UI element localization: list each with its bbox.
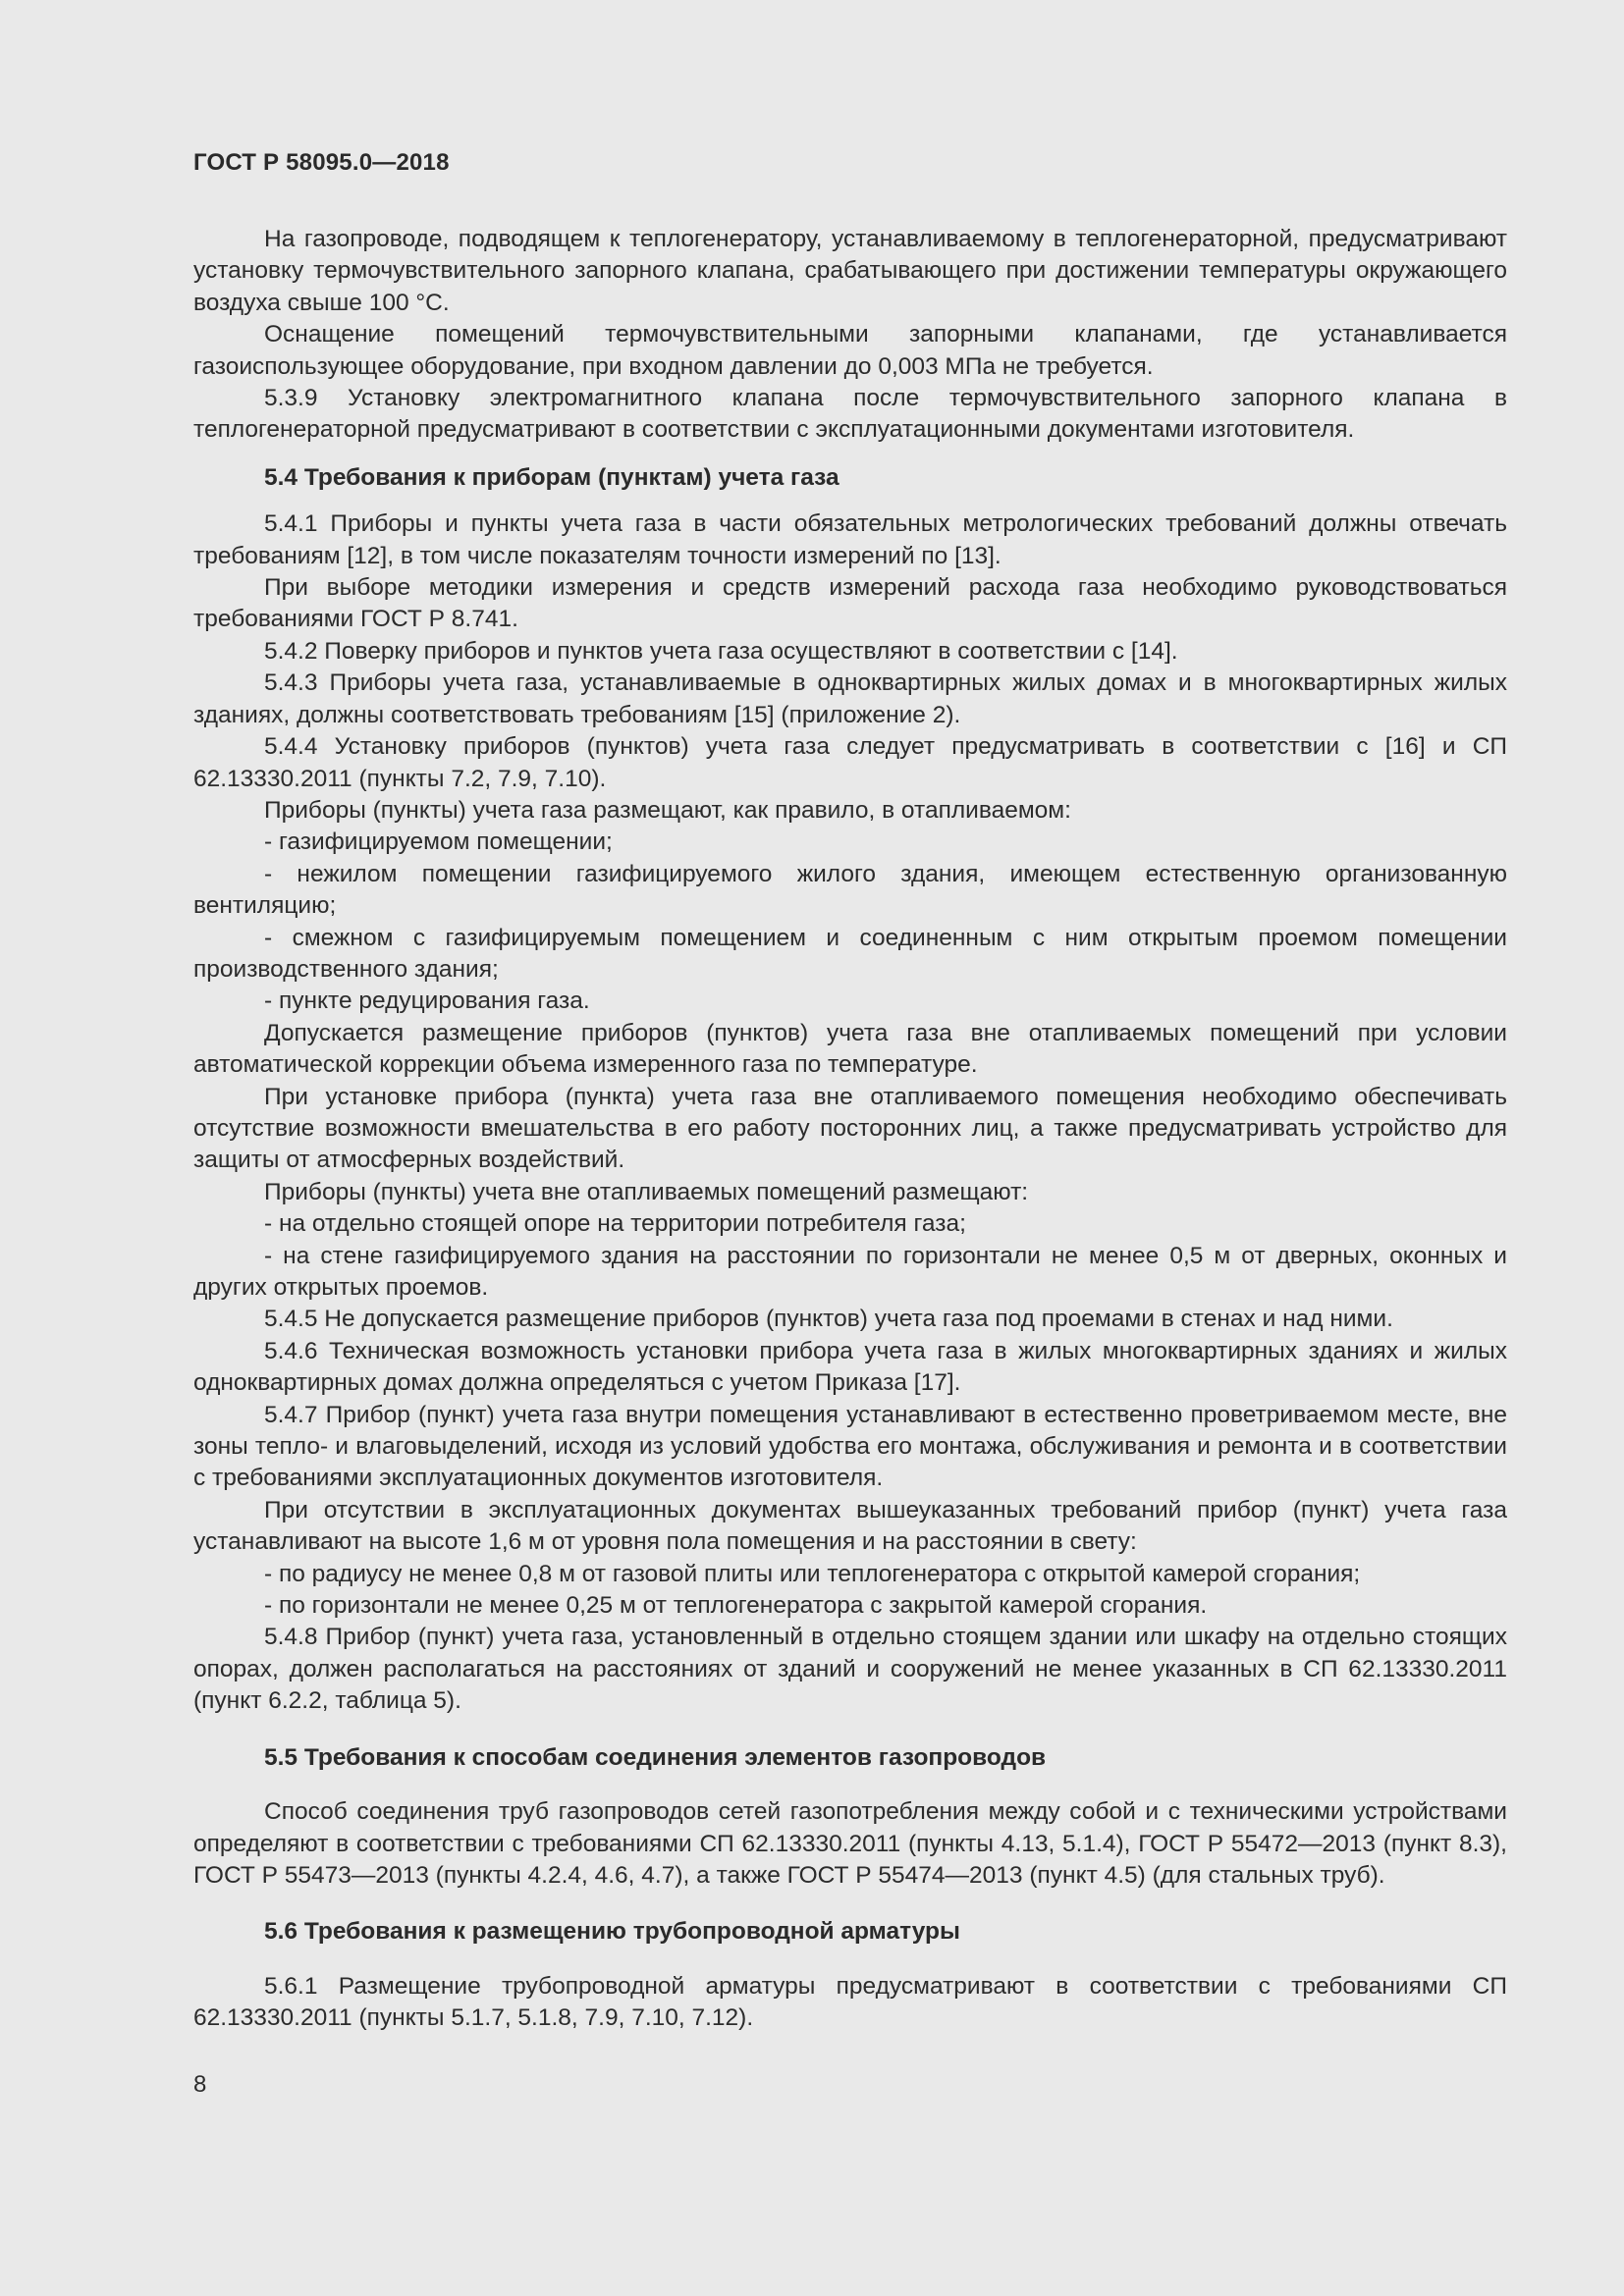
paragraph: 5.4.2 Поверку приборов и пунктов учета газа осуществляют в соответствии с [14]. [264,637,1178,665]
paragraph: Оснащение помещений термочувствительными запорными клапанами, где устанавливается газоиспользующее оборудование, при входном давлении до 0,003 МПа не требуется. [193,321,1507,380]
paragraph: 5.6.1 Размещение трубопроводной арматуры предусматривают в соответствии с требованиями СП 62.13330.2011 (пункты 5.1.7, 5.1.8, 7.9, 7.10, 7.12). [193,1972,1507,2032]
list-item: - по горизонтали не менее 0,25 м от теплогенератора с закрытой камерой сгорания. [264,1592,1208,1620]
paragraph: 5.3.9 Установку электромагнитного клапана после термочувствительного запорного клапана в теплогенераторной предусматривают в соответствии с эксплуатационными документами изготовителя. [193,385,1507,444]
paragraph: 5.4.5 Не допускается размещение приборов (пунктов) учета газа под проемами в стенах и над ними. [264,1306,1393,1333]
paragraph: При отсутствии в эксплуатационных документах вышеуказанных требований прибор (пункт) учета газа устанавливают на высоте 1,6 м от уровня пола помещения и на расстоянии в свету: [193,1496,1507,1556]
paragraph: 5.4.8 Прибор (пункт) учета газа, установленный в отдельно стоящем здании или шкафу на отдельно стоящих опорах, должен располагаться на расстояниях от зданий и сооружений не менее указанных в СП 62.13330.2011 (пункт 6.2.2, таблица 5). [193,1624,1507,1715]
paragraph: 5.4.3 Приборы учета газа, устанавливаемые в одноквартирных жилых домах и в многоквартирных жилых зданиях, должны соответствовать требованиям [15] (приложение 2). [193,669,1507,728]
document-body [193,224,1507,2035]
paragraph: На газопроводе, подводящем к теплогенератору, устанавливаемому в теплогенераторной, предусматривают установку термочувствительного запорного клапана, срабатывающего при достижении температуры окружающего воздуха свыше 100 °С. [193,226,1507,316]
section-heading-5-4: 5.4 Требования к приборам (пунктам) учета газа [264,463,839,491]
list-item: - смежном с газифицируемым помещением и соединенным с ним открытым проемом помещении производственного здания; [193,924,1507,983]
paragraph: Способ соединения труб газопроводов сетей газопотребления между собой и с техническими устройствами определяют в соответствии с требованиями СП 62.13330.2011 (пункты 4.13, 5.1.4), ГОСТ Р 55472—2013 (пункт 8.3), ГОСТ Р 55473—2013 (пункты 4.2.4, 4.6, 4.7), а также ГОСТ Р 55474—2013 (пункт 4.5) (для стальных труб). [193,1798,1507,1889]
paragraph: Допускается размещение приборов (пунктов) учета газа вне отапливаемых помещений при условии автоматической коррекции объема измеренного газа по температуре. [193,1019,1507,1079]
paragraph: 5.4.6 Техническая возможность установки прибора учета газа в жилых многоквартирных зданиях и жилых одноквартирных домах должна определяться с учетом Приказа [17]. [193,1337,1507,1397]
paragraph: Приборы (пункты) учета вне отапливаемых помещений размещают: [264,1178,1029,1205]
list-item: - на стене газифицируемого здания на расстоянии по горизонтали не менее 0,5 м от дверных, оконных и других открытых проемов. [193,1242,1507,1301]
section-heading-5-6: 5.6 Требования к размещению трубопроводной арматуры [264,1918,960,1946]
paragraph: 5.4.7 Прибор (пункт) учета газа внутри помещения устанавливают в естественно проветриваемом месте, вне зоны тепло- и влаговыделений, исходя из условий удобства его монтажа, обслуживания и ремонта и в соответствии с требованиями эксплуатационных документов изготовителя. [193,1401,1507,1492]
list-item: - газифицируемом помещении; [264,828,613,856]
page-number: 8 [193,2071,207,2098]
section-heading-5-5: 5.5 Требования к способам соединения элементов газопроводов [264,1743,1047,1771]
paragraph: Приборы (пункты) учета газа размещают, как правило, в отапливаемом: [264,796,1071,824]
list-item: - на отдельно стоящей опоре на территории потребителя газа; [264,1210,966,1238]
paragraph: При выборе методики измерения и средств измерений расхода газа необходимо руководствоваться требованиями ГОСТ Р 8.741. [193,574,1507,633]
paragraph: При установке прибора (пункта) учета газа вне отапливаемого помещения необходимо обеспечивать отсутствие возможности вмешательства в его работу посторонних лиц, а также предусматривать устройство для защиты от атмосферных воздействий. [193,1083,1507,1174]
paragraph: 5.4.1 Приборы и пункты учета газа в части обязательных метрологических требований должны отвечать требованиям [12], в том числе показателям точности измерений по [13]. [193,510,1507,569]
paragraph: 5.4.4 Установку приборов (пунктов) учета газа следует предусматривать в соответствии с [16] и СП 62.13330.2011 (пункты 7.2, 7.9, 7.10). [193,733,1507,792]
list-item: - пункте редуцирования газа. [264,988,590,1015]
document-header-id: ГОСТ Р 58095.0—2018 [193,149,450,176]
list-item: - по радиусу не менее 0,8 м от газовой плиты или теплогенератора с открытой камерой сгорания; [264,1560,1361,1587]
list-item: - нежилом помещении газифицируемого жилого здания, имеющем естественную организованную вентиляцию; [193,860,1507,920]
